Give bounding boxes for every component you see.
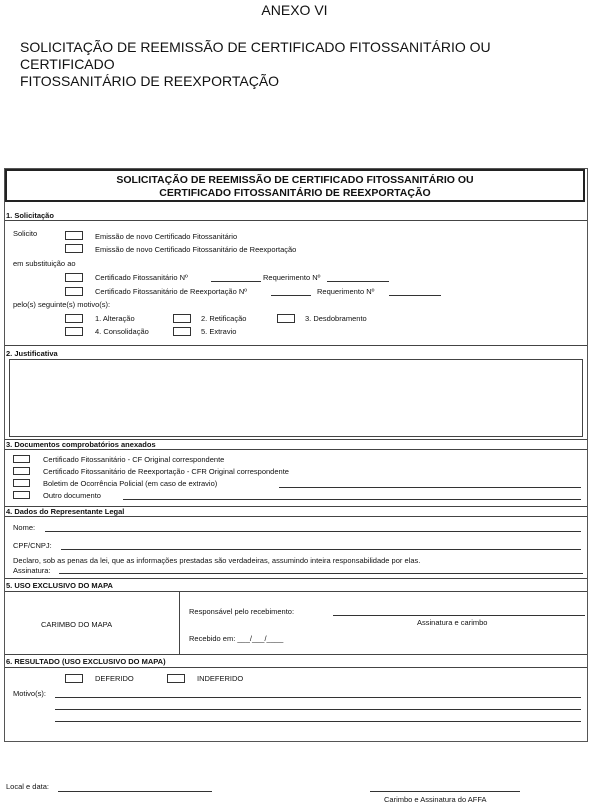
cpf-label: CPF/CNPJ: [13, 541, 52, 550]
affa-signature-field[interactable] [370, 791, 520, 792]
sub-cfr-req-label: Requerimento Nº [317, 287, 375, 296]
sub-cfr-req-field[interactable] [389, 295, 441, 296]
request-form [4, 168, 588, 742]
vertical-divider [179, 592, 180, 654]
checkbox-sub-cfr[interactable] [65, 287, 83, 296]
form-title-line-1: SOLICITAÇÃO DE REEMISSÃO DE CERTIFICADO FITOSSANITÁRIO OU [116, 174, 474, 186]
checkbox-motivo-5[interactable] [173, 327, 191, 336]
section-1-title: 1. Solicitação [6, 211, 54, 220]
checkbox-new-cf[interactable] [65, 231, 83, 240]
motivo-line-1[interactable] [55, 697, 581, 698]
sub-cf-label: Certificado Fitossanitário Nº [95, 273, 188, 282]
assinatura-field[interactable] [59, 573, 583, 574]
motivos-label: pelo(s) seguinte(s) motivo(s): [13, 300, 111, 309]
local-data-field[interactable] [58, 791, 212, 792]
sub-cfr-label: Certificado Fitossanitário de Reexportação Nº [95, 287, 247, 296]
sub-cfr-number-field[interactable] [271, 295, 311, 296]
motivo-4-label: 4. Consolidação [95, 327, 149, 336]
document-heading [20, 39, 580, 90]
checkbox-deferido[interactable] [65, 674, 83, 683]
em-substituicao-label: em substituição ao [13, 259, 76, 268]
divider [5, 220, 587, 221]
section-2-title: 2. Justificativa [6, 349, 58, 358]
divider [5, 578, 587, 579]
checkbox-sub-cf[interactable] [65, 273, 83, 282]
divider [5, 345, 587, 346]
section-4-title: 4. Dados do Representante Legal [6, 507, 125, 516]
checkbox-motivo-1[interactable] [65, 314, 83, 323]
motivo-1-label: 1. Alteração [95, 314, 135, 323]
divider [5, 667, 587, 668]
section-5-title: 5. USO EXCLUSIVO DO MAPA [6, 581, 113, 590]
sub-cf-req-label: Requerimento Nº [263, 273, 321, 282]
doc-3-label: Boletim de Ocorrência Policial (em caso de extravio) [43, 479, 218, 488]
form-title [5, 169, 585, 202]
checkbox-doc-3[interactable] [13, 479, 30, 487]
annex-label: ANEXO VI [261, 2, 328, 18]
motivo-3-label: 3. Desdobramento [305, 314, 367, 323]
recebido-label: Recebido em: ___/___/____ [189, 634, 284, 643]
nome-field[interactable] [45, 531, 581, 532]
checkbox-doc-1[interactable] [13, 455, 30, 463]
nome-label: Nome: [13, 523, 36, 532]
assinatura-carimbo-label: Assinatura e carimbo [417, 618, 488, 627]
local-data-label: Local e data: [6, 782, 49, 791]
checkbox-new-cfr[interactable] [65, 244, 83, 253]
section-3-title: 3. Documentos comprobatórios anexados [6, 440, 156, 449]
doc-4-label: Outro documento [43, 491, 101, 500]
checkbox-motivo-4[interactable] [65, 327, 83, 336]
sub-cf-req-field[interactable] [327, 281, 389, 282]
form-title-line-2: CERTIFICADO FITOSSANITÁRIO DE REEXPORTAÇÃO [159, 187, 431, 199]
doc-3-field[interactable] [279, 487, 581, 488]
carimbo-label: CARIMBO DO MAPA [41, 620, 113, 629]
motivos-result-label: Motivo(s): [13, 689, 46, 698]
heading-line-2: FITOSSANITÁRIO DE REEXPORTAÇÃO [20, 73, 280, 89]
checkbox-indeferido[interactable] [167, 674, 185, 683]
sub-cf-number-field[interactable] [211, 281, 261, 282]
solicito-label: Solicito [13, 229, 38, 238]
doc-1-label: Certificado Fitossanitário - CF Original correspondente [43, 455, 225, 464]
deferido-label: DEFERIDO [95, 674, 134, 683]
checkbox-doc-4[interactable] [13, 491, 30, 499]
assinatura-label: Assinatura: [13, 566, 51, 575]
motivo-5-label: 5. Extravio [201, 327, 237, 336]
section-6-title: 6. RESULTADO (USO EXCLUSIVO DO MAPA) [6, 657, 166, 666]
checkbox-doc-2[interactable] [13, 467, 30, 475]
carimbo-affa-label: Carimbo e Assinatura do AFFA [384, 795, 487, 804]
option-new-cf: Emissão de novo Certificado Fitossanitário [95, 232, 238, 241]
doc-4-field[interactable] [123, 499, 581, 500]
declaration-text: Declaro, sob as penas da lei, que as informações prestadas são verdadeiras, assumindo inteira responsabilidade por elas. [13, 556, 421, 565]
checkbox-motivo-2[interactable] [173, 314, 191, 323]
justificativa-field[interactable] [9, 359, 583, 437]
responsavel-field[interactable] [333, 615, 585, 616]
checkbox-motivo-3[interactable] [277, 314, 295, 323]
heading-line-1: SOLICITAÇÃO DE REEMISSÃO DE CERTIFICADO FITOSSANITÁRIO OU CERTIFICADO [20, 39, 491, 72]
divider [5, 591, 587, 592]
indeferido-label: INDEFERIDO [197, 674, 244, 683]
divider [5, 449, 587, 450]
doc-2-label: Certificado Fitossanitário de Reexportação - CFR Original correspondente [43, 467, 289, 476]
cpf-field[interactable] [61, 549, 581, 550]
responsavel-label: Responsável pelo recebimento: [189, 607, 295, 616]
motivo-line-2[interactable] [55, 709, 581, 710]
option-new-cfr: Emissão de novo Certificado Fitossanitário de Reexportação [95, 245, 297, 254]
motivo-line-3[interactable] [55, 721, 581, 722]
divider [5, 654, 587, 655]
divider [5, 516, 587, 517]
motivo-2-label: 2. Retificação [201, 314, 247, 323]
